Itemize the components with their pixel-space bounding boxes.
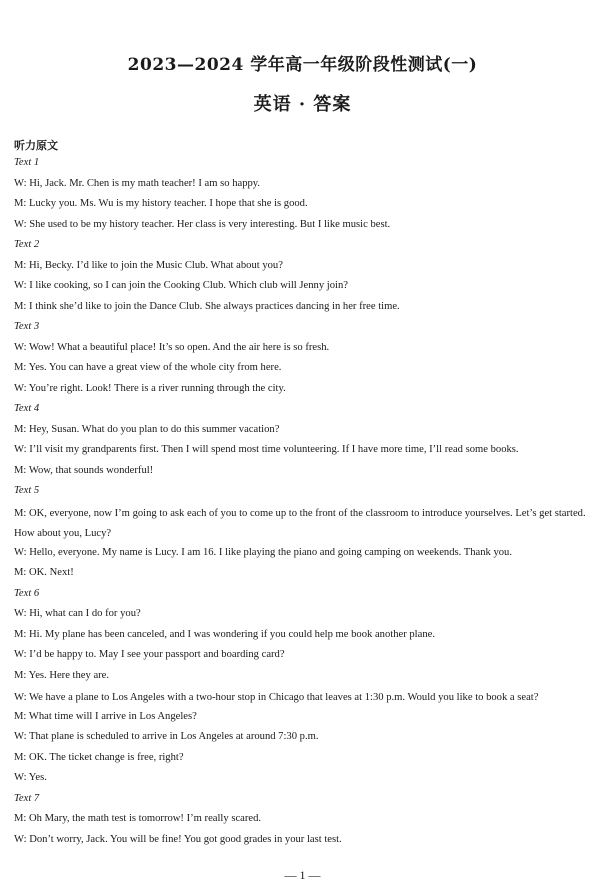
page-number: — 1 — <box>284 868 321 882</box>
text-label: Text 2 <box>14 239 40 250</box>
dialogue-line: W: I like cooking, so I can join the Cooking Club. Which club will Jenny join? <box>14 280 348 291</box>
dialogue-line: W: I’d be happy to. May I see your passport and boarding card? <box>14 649 285 660</box>
text-label: Text 4 <box>14 403 40 414</box>
dialogue-line: W: You’re right. Look! There is a river running through the city. <box>14 382 286 394</box>
text-label: Text 3 <box>14 321 40 332</box>
text-label: Text 7 <box>14 792 40 804</box>
dialogue-line: M: Wow, that sounds wonderful! <box>14 464 154 476</box>
dialogue-line: M: Hey, Susan. What do you plan to do this summer vacation? <box>14 423 280 435</box>
dialogue-line: W: She used to be my history teacher. Her class is very interesting. But I like music best. <box>14 218 391 230</box>
dialogue-line: M: Hi, Becky. I’d like to join the Music Club. What about you? <box>14 259 283 271</box>
dialogue-line: W: That plane is scheduled to arrive in Los Angeles at around 7:30 p.m. <box>14 731 319 742</box>
dialogue-line: M: OK. The ticket change is free, right? <box>14 751 184 763</box>
dialogue-line: M: Lucky you. Ms. Wu is my history teacher. I hope that she is good. <box>14 198 308 209</box>
text-label: Text 6 <box>14 587 40 599</box>
dialogue-line: W: Hello, everyone. My name is Lucy. I am 16. I like playing the piano and going camping on weekends. Thank you. <box>14 546 512 558</box>
transcript-body <box>14 155 592 852</box>
section-heading: 听力原文 <box>14 139 58 152</box>
dialogue-line: W: Yes. <box>14 772 47 783</box>
dialogue-line: W: We have a plane to Los Angeles with a two-hour stop in Chicago that leaves at 1:30 p.m. Would you like to book a seat? <box>14 692 539 703</box>
text-label: Text 1 <box>14 157 40 168</box>
dialogue-line: M: Yes. You can have a great view of the whole city from here. <box>14 362 282 373</box>
text-label: Text 5 <box>14 485 40 496</box>
dialogue-line: M: What time will I arrive in Los Angeles? <box>14 710 197 722</box>
document-title: 2023—2024 学年高一年级阶段性测试(一) <box>127 55 478 75</box>
dialogue-line: W: I’ll visit my grandparents first. Then I will spend most time volunteering. If I have more time, I’ll read some books. <box>14 444 519 455</box>
dialogue-line: M: Hi. My plane has been canceled, and I was wondering if you could help me book another plane. <box>14 628 435 640</box>
dialogue-line: M: Oh Mary, the math test is tomorrow! I’m really scared. <box>14 813 262 824</box>
dialogue-line: W: Wow! What a beautiful place! It’s so open. And the air here is so fresh. <box>14 341 330 353</box>
dialogue-line: M: OK. Next! <box>14 567 74 578</box>
dialogue-line: W: Hi, what can I do for you? <box>14 608 141 619</box>
dialogue-line: W: Hi, Jack. Mr. Chen is my math teacher! I am so happy. <box>14 177 261 189</box>
dialogue-line: W: Don’t worry, Jack. You will be fine! You got good grades in your last test. <box>14 833 342 845</box>
dialogue-line: M: Yes. Here they are. <box>14 669 110 681</box>
dialogue-line: M: OK, everyone, now I’m going to ask each of you to come up to the front of the classroom to introduce yourselves. Let’s get started. How about you, Lucy? <box>14 507 586 539</box>
document-subtitle: 英语 · 答案 <box>253 94 352 115</box>
dialogue-line: M: I think she’d like to join the Dance Club. She always practices dancing in her free time. <box>14 300 400 312</box>
